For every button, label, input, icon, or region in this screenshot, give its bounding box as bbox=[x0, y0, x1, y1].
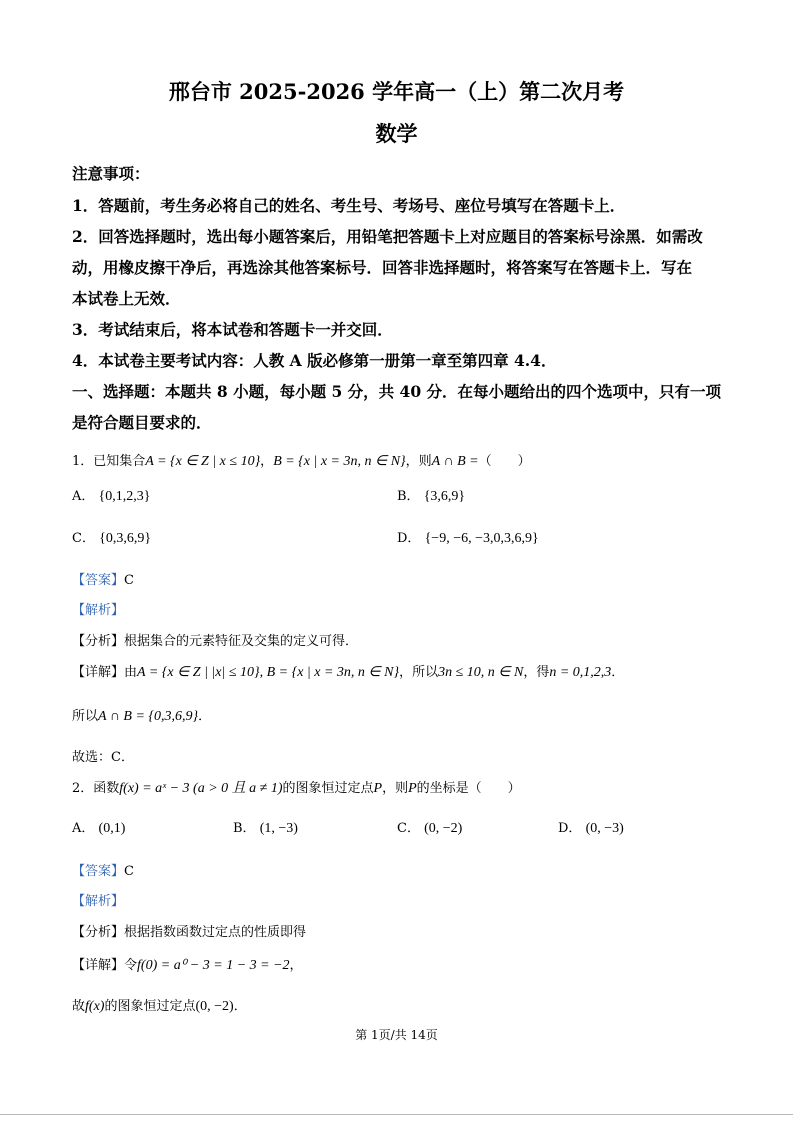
answer-value: C bbox=[124, 864, 134, 879]
option-label: B． bbox=[233, 821, 256, 836]
q1-set-a: A = {x ∈ Z | x ≤ 10} bbox=[145, 454, 261, 469]
q2-answer bbox=[72, 860, 134, 879]
so-end: ． bbox=[233, 999, 247, 1014]
q2-option-a bbox=[72, 817, 125, 837]
fenxi-tag: 【分析】 bbox=[72, 634, 125, 649]
detail-tag: 【详解】 bbox=[72, 665, 125, 680]
q2-func: f(x) = aˣ − 3 (a > 0 且 a ≠ 1) bbox=[119, 781, 283, 796]
page-number: 第 1页/共 14页 bbox=[355, 1028, 438, 1042]
option-label: A． bbox=[72, 821, 95, 836]
q2-detail bbox=[72, 954, 303, 974]
fenxi-tag: 【分析】 bbox=[72, 925, 125, 940]
option-value: (1, −3) bbox=[259, 821, 298, 836]
q1-choose: 故选：C． bbox=[72, 750, 134, 765]
q1-comma: ， bbox=[260, 454, 274, 469]
q2-stem-mid: 的图象恒过定点 bbox=[282, 781, 374, 796]
option-value: {0,3,6,9} bbox=[99, 531, 152, 546]
q1-set-b: B = {x | x = 3n, n ∈ N} bbox=[273, 454, 406, 469]
q1-option-c bbox=[72, 527, 151, 547]
q1-option-a bbox=[72, 485, 150, 505]
option-label: C． bbox=[72, 531, 95, 546]
detail-prefix: 令 bbox=[124, 958, 138, 973]
option-label: D． bbox=[558, 821, 582, 836]
q2-stem-prefix: 2．函数 bbox=[72, 781, 120, 796]
so-end: ． bbox=[198, 709, 212, 724]
option-value: (0, −3) bbox=[585, 821, 624, 836]
answer-tag: 【答案】 bbox=[72, 864, 125, 879]
answer-tag: 【答案】 bbox=[72, 573, 125, 588]
option-label: D． bbox=[397, 531, 421, 546]
subject-title: 数学 bbox=[375, 121, 418, 146]
option-label: B． bbox=[397, 489, 420, 504]
detail-mid2: ，得 bbox=[523, 665, 550, 680]
q1-so bbox=[72, 705, 211, 725]
notice-item-2-line-2: 动，用橡皮擦干净后，再选涂其他答案标号．回答非选择题时，将答案写在答题卡上．写在 bbox=[72, 258, 693, 277]
q1-answer bbox=[72, 569, 134, 588]
q2-fenxi bbox=[72, 921, 306, 940]
q2-p1: P bbox=[373, 781, 383, 796]
detail-result: n = 0,1,2,3 bbox=[549, 665, 612, 680]
q1-analysis-tag: 【解析】 bbox=[72, 603, 125, 618]
detail-tag: 【详解】 bbox=[72, 958, 125, 973]
so-point: (0, −2) bbox=[195, 999, 234, 1014]
fenxi-text: 根据指数函数过定点的性质即得 bbox=[124, 925, 307, 940]
detail-sets: A = {x ∈ Z | |x| ≤ 10}, B = {x | x = 3n, n ∈ N} bbox=[137, 665, 400, 680]
so-expr: A ∩ B = {0,3,6,9} bbox=[98, 709, 199, 724]
q1-option-d bbox=[397, 527, 539, 547]
q1-fenxi bbox=[72, 630, 358, 649]
q2-option-d bbox=[558, 817, 624, 837]
q2-so bbox=[72, 995, 247, 1015]
notice-item-2-line-3: 本试卷上无效． bbox=[72, 289, 181, 308]
option-value: {3,6,9} bbox=[423, 489, 466, 504]
q2-p2: P bbox=[408, 781, 417, 796]
option-label: C． bbox=[397, 821, 420, 836]
option-value: (0, −2) bbox=[424, 821, 463, 836]
so-fx: f(x) bbox=[85, 999, 105, 1014]
notice-item-1: 1．答题前，考生务必将自己的姓名、考生号、考场号、座位号填写在答题卡上． bbox=[72, 196, 626, 215]
detail-prefix: 由 bbox=[124, 665, 138, 680]
q2-option-b bbox=[233, 817, 298, 837]
section-1-line-1: 一、选择题：本题共 8 小题，每小题 5 分，共 40 分．在每小题给出的四个选项中，只有一项 bbox=[72, 382, 722, 401]
notice-heading: 注意事项： bbox=[72, 164, 150, 183]
q1-paren: （ ） bbox=[478, 454, 531, 469]
section-1-line-2: 是符合题目要求的． bbox=[72, 413, 212, 432]
so-prefix: 故 bbox=[72, 999, 86, 1014]
q2-stem bbox=[72, 777, 521, 797]
answer-value: C bbox=[124, 573, 134, 588]
q1-option-b bbox=[397, 485, 465, 505]
so-mid: 的图象恒过定点 bbox=[104, 999, 196, 1014]
notice-item-2-line-1: 2．回答选择题时，选出每小题答案后，用铅笔把答题卡上对应题目的答案标号涂黑．如需改 bbox=[72, 227, 703, 246]
q2-stem-mid2: ，则 bbox=[382, 781, 409, 796]
option-value: {−9, −6, −3,0,3,6,9} bbox=[424, 531, 539, 546]
q2-analysis-tag: 【解析】 bbox=[72, 894, 125, 909]
detail-end: ． bbox=[611, 665, 625, 680]
option-label: A． bbox=[72, 489, 95, 504]
detail-cond: 3n ≤ 10, n ∈ N bbox=[438, 665, 524, 680]
notice-item-4: 4．本试卷主要考试内容：人教 A 版必修第一册第一章至第四章 4.4． bbox=[72, 351, 557, 370]
q1-stem-suffix: ，则 bbox=[405, 454, 432, 469]
detail-expr: f(0) = a⁰ − 3 = 1 − 3 = −2 bbox=[137, 958, 290, 973]
q1-stem bbox=[72, 450, 531, 470]
page-bottom-divider bbox=[0, 1114, 793, 1115]
so-prefix: 所以 bbox=[72, 709, 99, 724]
q1-expr: A ∩ B = bbox=[431, 454, 479, 469]
q2-stem-suffix: 的坐标是（ ） bbox=[416, 781, 521, 796]
option-value: {0,1,2,3} bbox=[98, 489, 151, 504]
detail-end: ， bbox=[289, 958, 303, 973]
q2-option-c bbox=[397, 817, 462, 837]
detail-mid: ，所以 bbox=[399, 665, 439, 680]
notice-item-3: 3．考试结束后，将本试卷和答题卡一并交回． bbox=[72, 320, 393, 339]
q1-stem-prefix: 1．已知集合 bbox=[72, 454, 146, 469]
fenxi-text: 根据集合的元素特征及交集的定义可得． bbox=[124, 634, 359, 649]
option-value: (0,1) bbox=[98, 821, 126, 836]
q1-detail bbox=[72, 661, 624, 681]
exam-title: 邢台市 2025-2026 学年高一（上）第二次月考 bbox=[168, 79, 625, 104]
